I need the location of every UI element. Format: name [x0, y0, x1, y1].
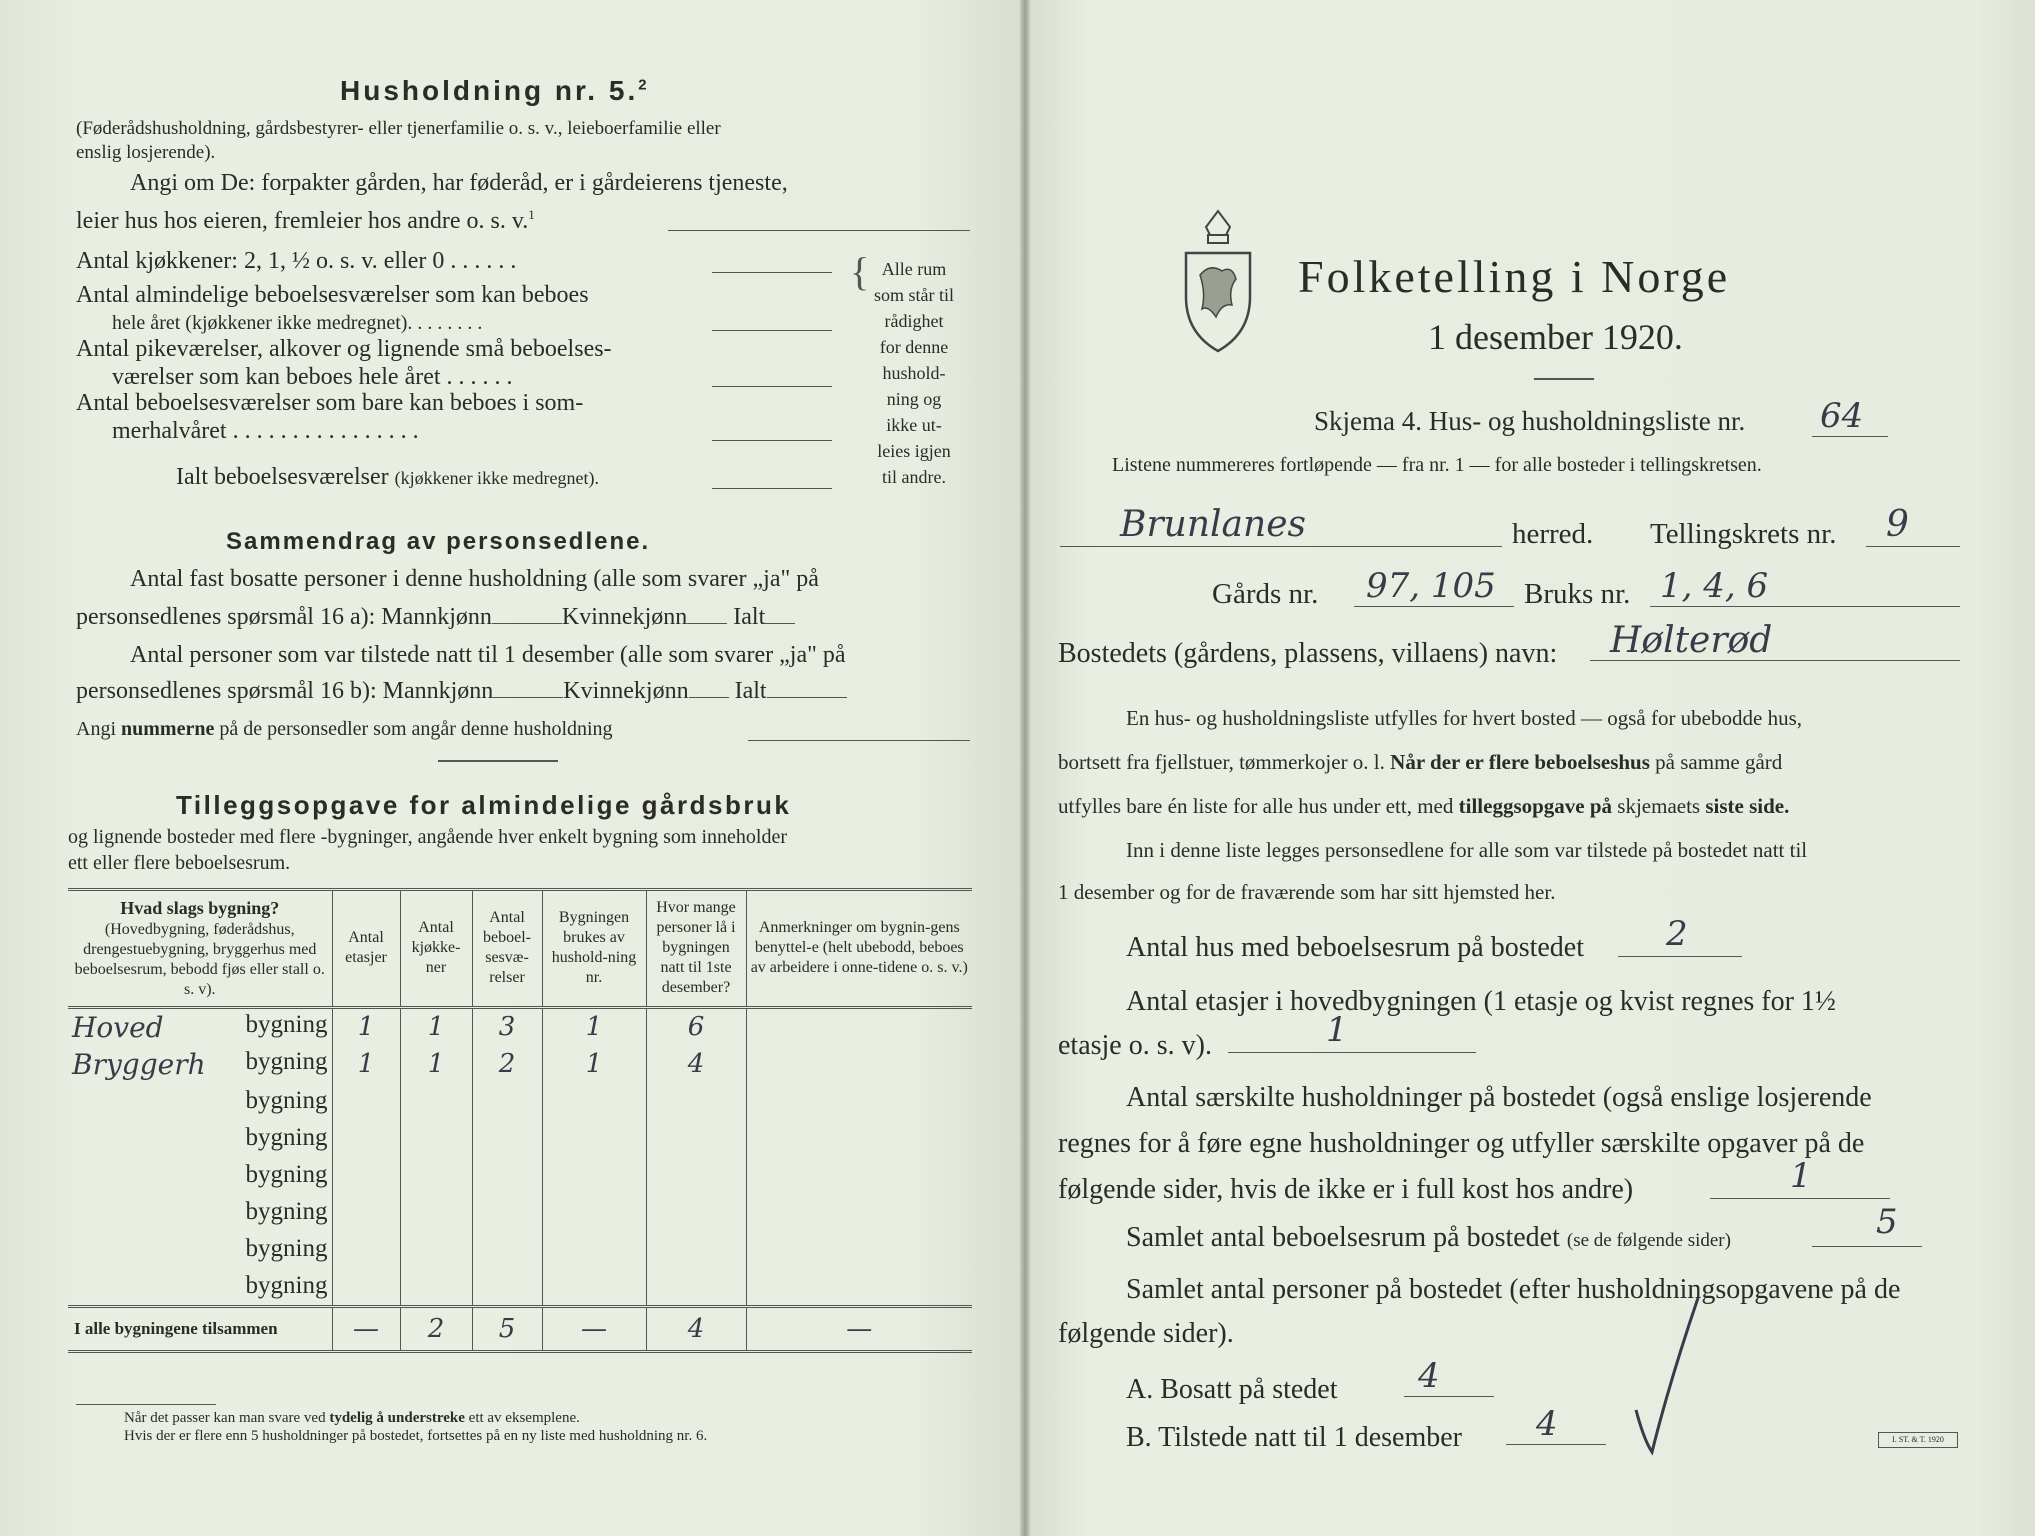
- cell: 1: [332, 1046, 400, 1083]
- buildings-header-row: [68, 890, 972, 1008]
- separator: [438, 760, 558, 762]
- title-rule: [1534, 378, 1594, 380]
- cell: —: [542, 1306, 646, 1351]
- summary-line-1: Antal fast bosatte personer i denne husholdning (alle som svarer „ja" på: [130, 566, 819, 592]
- saerskilte-2: regnes for å føre egne husholdninger og utfyller særskilte opgaver på de: [1058, 1128, 1865, 1159]
- table-sum-row: [68, 1306, 972, 1351]
- cell: 1: [542, 1046, 646, 1083]
- cell: 2: [472, 1046, 542, 1083]
- bosted-line: [1590, 660, 1960, 661]
- col-header-household: Bygningen brukes av hushold-ning nr.: [542, 890, 646, 1008]
- cell: [746, 1007, 972, 1046]
- building-label: bygning: [68, 1157, 332, 1194]
- col-header-remarks: Anmerkninger om bygnin-gens benyttel-e (helt ubebodd, beboes av arbeidere i onne-tidene o. s. v.): [746, 890, 972, 1008]
- bruks-line: [1650, 606, 1960, 607]
- cell: 1: [332, 1007, 400, 1046]
- bruks-value: 1, 4, 6: [1660, 566, 1769, 606]
- tillegg-line-1: og lignende bosteder med flere -bygninger, angående hver enkelt bygning som inneholder: [68, 826, 787, 848]
- col-header-kitchens: Antal kjøkke-ner: [400, 890, 472, 1008]
- tellingskrets-value: 9: [1886, 504, 1909, 545]
- angi-nummerne: Angi nummerne på de personsedler som angår denne husholdning: [76, 718, 613, 740]
- page-fold: [1020, 0, 1030, 1536]
- summer-answer-line: [712, 440, 832, 441]
- rooms-ordinary-2: hele året (kjøkkener ikke medregnet). . . . . . . .: [112, 312, 483, 334]
- building-label: bygning: [68, 1194, 332, 1231]
- samlet-rum-value: 5: [1876, 1202, 1898, 1242]
- etasjer-value: 1: [1326, 1010, 1348, 1050]
- cell: 1: [542, 1007, 646, 1046]
- angi-line-2: leier hus hos eieren, fremleier hos andre o. s. v.$^1$: [76, 207, 535, 234]
- table-row: [68, 1083, 972, 1120]
- summary-heading: Sammendrag av personsedlene.: [226, 528, 651, 555]
- tillegg-heading: Tilleggsopgave for almindelige gårdsbruk: [176, 790, 792, 820]
- building-label: bygning: [68, 1083, 332, 1120]
- cell: 2: [400, 1306, 472, 1351]
- ialt-rooms: Ialt beboelsesværelser (kjøkkener ikke medregnet).: [176, 464, 600, 490]
- footnote-2: Hvis der er flere enn 5 husholdninger på bostedet, fortsettes på en ny liste med husholdning nr. 6.: [124, 1428, 708, 1444]
- table-row: [68, 1194, 972, 1231]
- bruks-label: Bruks nr.: [1524, 578, 1631, 610]
- summary-line-3: Antal personer som var tilstede natt til 1 desember (alle som svarer „ja" på: [130, 642, 846, 668]
- samlet-rum-line: [1812, 1246, 1922, 1247]
- cell: 1: [400, 1007, 472, 1046]
- skjema-label: Skjema 4. Hus- og husholdningsliste nr.: [1314, 406, 1746, 436]
- building-label: bygning: [68, 1268, 332, 1307]
- rooms-small-1: Antal pikeværelser, alkover og lignende små beboelses-: [76, 336, 612, 362]
- info-5: 1 desember og for de fraværende som har sitt hjemsted her.: [1058, 880, 1556, 904]
- info-1: En hus- og husholdningsliste utfylles for hvert bosted — også for ubebodde hus,: [1126, 706, 1802, 730]
- tellingskrets-label: Tellingskrets nr.: [1650, 518, 1837, 550]
- household-subtitle-2: enslig losjerende).: [76, 142, 216, 163]
- cell: —: [746, 1306, 972, 1351]
- bosatt-value: 4: [1418, 1356, 1440, 1396]
- ialt-answer-line: [712, 488, 832, 489]
- table-row: [68, 1268, 972, 1307]
- household-subtitle-1: (Føderådshusholdning, gårdsbestyrer- eller tjenerfamilie o. s. v., leieboerfamilie eller: [76, 118, 721, 139]
- tilstede-line: [1506, 1444, 1606, 1445]
- brace: {: [850, 249, 870, 294]
- col-header-rooms: Antal beboel-sesvæ-relser: [472, 890, 542, 1008]
- cell: 6: [646, 1007, 746, 1046]
- rooms-kitchens: Antal kjøkkener: 2, 1, ½ o. s. v. eller 0 . . . . . .: [76, 248, 517, 274]
- etasjer-line: [1228, 1052, 1476, 1053]
- buildings-table: [68, 888, 972, 1353]
- skjema-number: 64: [1820, 396, 1864, 436]
- kitchens-answer-line: [712, 272, 832, 273]
- bosatt-line: [1404, 1396, 1494, 1397]
- small-answer-line: [712, 386, 832, 387]
- rooms-summer-2: merhalvåret . . . . . . . . . . . . . . . .: [112, 418, 419, 444]
- cell: —: [332, 1306, 400, 1351]
- sum-label: I alle bygningene tilsammen: [68, 1306, 332, 1351]
- samlet-rum: Samlet antal beboelsesrum på bostedet (se de følgende sider): [1126, 1222, 1731, 1253]
- antal-hus-line: [1618, 956, 1742, 957]
- summary-line-4: personsedlenes spørsmål 16 b): Mannkjønn Kvinnekjønn Ialt: [76, 678, 847, 705]
- col-header-persons: Hvor mange personer lå i bygningen natt til 1ste desember?: [646, 890, 746, 1008]
- angi-answer-line: [668, 230, 970, 231]
- table-row: [68, 1007, 972, 1046]
- gards-line: [1354, 606, 1514, 607]
- table-row: [68, 1157, 972, 1194]
- cell: 4: [646, 1046, 746, 1083]
- building-label: bygning: [68, 1231, 332, 1268]
- summary-line-2: personsedlenes spørsmål 16 a): Mannkjønn Kvinnekjønn Ialt: [76, 604, 795, 631]
- cell: 1: [400, 1046, 472, 1083]
- bosted-label: Bostedets (gårdens, plassens, villaens) navn:: [1058, 638, 1558, 669]
- herred-line: [1060, 546, 1502, 547]
- side-note: Alle rum som står til rådighet for denne hushold- ning og ikke ut- leies igjen til andre.: [874, 259, 954, 487]
- herred-label: herred.: [1512, 518, 1594, 550]
- antal-hus-label: Antal hus med beboelsesrum på bostedet: [1126, 932, 1585, 963]
- saerskilte-line: [1710, 1198, 1890, 1199]
- table-row: [68, 1231, 972, 1268]
- footnote-rule: [76, 1404, 216, 1405]
- listene-note: Listene nummereres fortløpende — fra nr. 1 — for alle bosteder i tellingskretsen.: [1112, 454, 1762, 476]
- rooms-small-2: værelser som kan beboes hele året . . . . . .: [112, 364, 513, 390]
- saerskilte-1: Antal særskilte husholdninger på bostedet (også enslige losjerende: [1126, 1082, 1872, 1113]
- rooms-summer-1: Antal beboelsesværelser som bare kan beboes i som-: [76, 390, 584, 416]
- footnote-1: Når det passer kan man svare ved tydelig å understreke ett av eksemplene.: [124, 1410, 580, 1426]
- nummerne-answer-line: [748, 740, 970, 741]
- gards-label: Gårds nr.: [1212, 578, 1319, 610]
- info-3: utfylles bare én liste for alle hus under ett, med tilleggsopgave på skjemaets siste side.: [1058, 794, 1790, 818]
- skjema-line: [1812, 436, 1888, 437]
- col-header-floors: Antal etasjer: [332, 890, 400, 1008]
- saerskilte-3: følgende sider, hvis de ikke er i full kost hos andre): [1058, 1174, 1634, 1205]
- census-date: 1 desember 1920.: [1428, 317, 1683, 357]
- tilstede-value: 4: [1536, 1404, 1558, 1444]
- tilstede-label: B. Tilstede natt til 1 desember: [1126, 1422, 1462, 1453]
- tellingskrets-line: [1866, 546, 1960, 547]
- info-4: Inn i denne liste legges personsedlene for alle som var tilstede på bostedet natt til: [1126, 838, 1808, 862]
- cell: 5: [472, 1306, 542, 1351]
- herred-value: Brunlanes: [1120, 504, 1306, 545]
- norway-crest-icon: [1178, 205, 1258, 355]
- ordinary-answer-line: [712, 330, 832, 331]
- cell: [746, 1046, 972, 1083]
- antal-hus-value: 2: [1666, 914, 1688, 954]
- angi-line-1: Angi om De: forpakter gården, har føderåd, er i gårdeierens tjeneste,: [130, 170, 788, 196]
- bosatt-label: A. Bosatt på stedet: [1126, 1374, 1338, 1405]
- bosted-value: Hølterød: [1610, 620, 1773, 661]
- household-title: Husholdning nr. 5.$^2$: [340, 75, 650, 106]
- gards-value: 97, 105: [1366, 566, 1496, 606]
- census-title: Folketelling i Norge: [1298, 251, 1731, 302]
- cell: 3: [472, 1007, 542, 1046]
- building-label: bygning: [68, 1120, 332, 1157]
- tillegg-line-2: ett eller flere beboelsesrum.: [68, 852, 291, 874]
- col-header-type: Hvad slags bygning? (Hovedbygning, føderådshus, drengestuebygning, bryggerhus med beboelsesrum, bebodd fjøs eller stall o. s. v).: [68, 890, 332, 1008]
- building-label: Bryggerh bygning: [68, 1046, 332, 1083]
- etasjer-label-1: Antal etasjer i hovedbygningen (1 etasje og kvist regnes for 1½: [1126, 986, 1836, 1017]
- building-label: Hoved bygning: [68, 1007, 332, 1046]
- samlet-personer-1: Samlet antal personer på bostedet (efter husholdningsopgavene på de: [1126, 1274, 1901, 1305]
- cell: 4: [646, 1306, 746, 1351]
- rooms-ordinary-1: Antal almindelige beboelsesværelser som kan beboes: [76, 282, 589, 308]
- saerskilte-value: 1: [1790, 1156, 1812, 1196]
- info-2: bortsett fra fjellstuer, tømmerkojer o. l. Når der er flere beboelseshus på samme gård: [1058, 750, 1783, 774]
- etasjer-label-2: etasje o. s. v).: [1058, 1030, 1212, 1061]
- table-row: [68, 1120, 972, 1157]
- table-row: [68, 1046, 972, 1083]
- printer-stamp: I. ST. & T. 1920: [1878, 1432, 1958, 1448]
- samlet-personer-2: følgende sider).: [1058, 1318, 1234, 1349]
- check-mark-icon: [1630, 1290, 1710, 1460]
